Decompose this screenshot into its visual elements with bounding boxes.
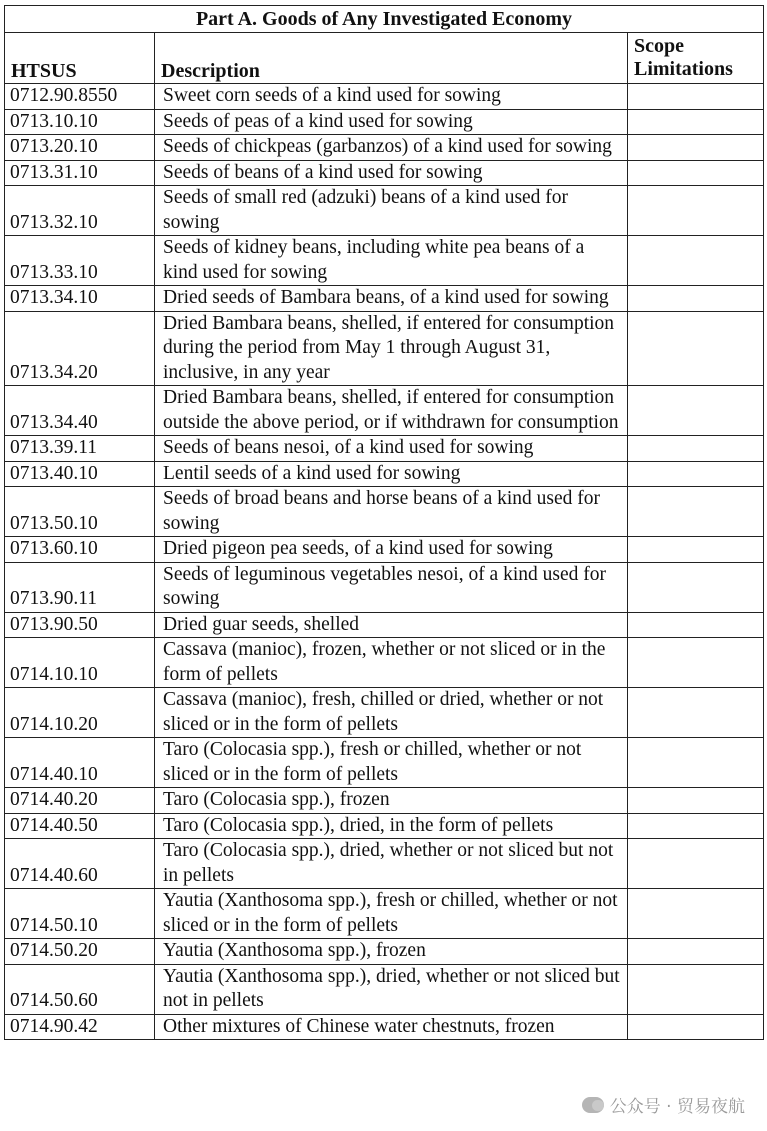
scope-limitations-cell: [628, 109, 764, 135]
table-row: [5, 487, 764, 537]
goods-table: [4, 5, 764, 1040]
htsus-code: 0714.50.60: [5, 964, 155, 1014]
table-row: [5, 964, 764, 1014]
table-row: [5, 688, 764, 738]
description-cell: Seeds of beans nesoi, of a kind used for sowing: [155, 436, 628, 462]
scope-limitations-cell: [628, 537, 764, 563]
scope-limitations-cell: [628, 688, 764, 738]
htsus-code: 0713.20.10: [5, 135, 155, 161]
watermark-text: 公众号 · 贸易夜航: [609, 1097, 745, 1117]
description-cell: Cassava (manioc), frozen, whether or not sliced or in the form of pellets: [155, 638, 628, 688]
description-cell: Dried Bambara beans, shelled, if entered for consumption outside the above period, or if withdrawn for consumption: [155, 386, 628, 436]
table-row: [5, 135, 764, 161]
htsus-code: 0714.10.10: [5, 638, 155, 688]
htsus-code: 0714.40.20: [5, 788, 155, 814]
description-cell: Dried seeds of Bambara beans, of a kind used for sowing: [155, 286, 628, 312]
htsus-code: 0714.40.10: [5, 738, 155, 788]
description-cell: Seeds of small red (adzuki) beans of a kind used for sowing: [155, 186, 628, 236]
header-description: Description: [155, 33, 628, 84]
wechat-icon: [582, 1097, 604, 1113]
description-cell: Other mixtures of Chinese water chestnuts, frozen: [155, 1014, 628, 1040]
htsus-code: 0713.50.10: [5, 487, 155, 537]
htsus-code: 0713.32.10: [5, 186, 155, 236]
description-cell: Dried guar seeds, shelled: [155, 612, 628, 638]
description-cell: Dried Bambara beans, shelled, if entered for consumption during the period from May 1 through August 31, inclusive, in any year: [155, 311, 628, 386]
scope-limitations-cell: [628, 562, 764, 612]
scope-limitations-cell: [628, 386, 764, 436]
scope-limitations-cell: [628, 186, 764, 236]
table-row: [5, 160, 764, 186]
table-row: [5, 1014, 764, 1040]
htsus-code: 0713.90.11: [5, 562, 155, 612]
scope-limitations-cell: [628, 839, 764, 889]
scope-limitations-cell: [628, 964, 764, 1014]
table-row: [5, 537, 764, 563]
table-row: [5, 939, 764, 965]
scope-limitations-cell: [628, 84, 764, 110]
scope-limitations-cell: [628, 487, 764, 537]
htsus-code: 0713.60.10: [5, 537, 155, 563]
description-cell: Sweet corn seeds of a kind used for sowing: [155, 84, 628, 110]
scope-limitations-cell: [628, 612, 764, 638]
htsus-code: 0714.50.10: [5, 889, 155, 939]
scope-limitations-cell: [628, 638, 764, 688]
htsus-code: 0714.40.50: [5, 813, 155, 839]
description-cell: Seeds of broad beans and horse beans of a kind used for sowing: [155, 487, 628, 537]
description-cell: Seeds of beans of a kind used for sowing: [155, 160, 628, 186]
scope-limitations-cell: [628, 286, 764, 312]
scope-limitations-cell: [628, 461, 764, 487]
scope-limitations-cell: [628, 160, 764, 186]
htsus-code: 0713.10.10: [5, 109, 155, 135]
table-row: [5, 562, 764, 612]
description-cell: Taro (Colocasia spp.), fresh or chilled, whether or not sliced or in the form of pellets: [155, 738, 628, 788]
table-row: [5, 186, 764, 236]
description-cell: Seeds of chickpeas (garbanzos) of a kind used for sowing: [155, 135, 628, 161]
description-cell: Yautia (Xanthosoma spp.), fresh or chilled, whether or not sliced or in the form of pellets: [155, 889, 628, 939]
table-row: [5, 236, 764, 286]
description-cell: Taro (Colocasia spp.), dried, whether or not sliced but not in pellets: [155, 839, 628, 889]
table-body: [5, 84, 764, 1040]
description-cell: Seeds of leguminous vegetables nesoi, of a kind used for sowing: [155, 562, 628, 612]
htsus-code: 0713.31.10: [5, 160, 155, 186]
htsus-code: 0713.90.50: [5, 612, 155, 638]
htsus-code: 0713.40.10: [5, 461, 155, 487]
header-row: [5, 33, 764, 84]
htsus-code: 0713.34.10: [5, 286, 155, 312]
scope-limitations-cell: [628, 738, 764, 788]
table-title-row: [5, 6, 764, 33]
table-title: Part A. Goods of Any Investigated Economy: [5, 6, 764, 33]
table-row: [5, 109, 764, 135]
table-row: [5, 813, 764, 839]
htsus-code: 0713.34.20: [5, 311, 155, 386]
description-cell: Yautia (Xanthosoma spp.), frozen: [155, 939, 628, 965]
header-scope-limitations: Scope Limitations: [628, 33, 764, 84]
description-cell: Seeds of kidney beans, including white pea beans of a kind used for sowing: [155, 236, 628, 286]
scope-limitations-cell: [628, 788, 764, 814]
scope-limitations-cell: [628, 889, 764, 939]
table-row: [5, 436, 764, 462]
scope-limitations-cell: [628, 436, 764, 462]
table-row: [5, 612, 764, 638]
table-row: [5, 461, 764, 487]
description-cell: Cassava (manioc), fresh, chilled or dried, whether or not sliced or in the form of pellets: [155, 688, 628, 738]
description-cell: Taro (Colocasia spp.), frozen: [155, 788, 628, 814]
table-row: [5, 638, 764, 688]
table-row: [5, 738, 764, 788]
table-row: [5, 84, 764, 110]
table-row: [5, 889, 764, 939]
scope-limitations-cell: [628, 1014, 764, 1040]
description-cell: Seeds of peas of a kind used for sowing: [155, 109, 628, 135]
description-cell: Taro (Colocasia spp.), dried, in the form of pellets: [155, 813, 628, 839]
htsus-code: 0712.90.8550: [5, 84, 155, 110]
htsus-code: 0713.39.11: [5, 436, 155, 462]
htsus-code: 0713.34.40: [5, 386, 155, 436]
table-row: [5, 386, 764, 436]
table-row: [5, 286, 764, 312]
htsus-code: 0713.33.10: [5, 236, 155, 286]
htsus-code: 0714.10.20: [5, 688, 155, 738]
description-cell: Lentil seeds of a kind used for sowing: [155, 461, 628, 487]
table-row: [5, 311, 764, 386]
table-row: [5, 788, 764, 814]
scope-limitations-cell: [628, 813, 764, 839]
document-page: [4, 5, 763, 1040]
scope-limitations-cell: [628, 135, 764, 161]
htsus-code: 0714.90.42: [5, 1014, 155, 1040]
description-cell: Dried pigeon pea seeds, of a kind used for sowing: [155, 537, 628, 563]
htsus-code: 0714.50.20: [5, 939, 155, 965]
htsus-code: 0714.40.60: [5, 839, 155, 889]
table-row: [5, 839, 764, 889]
scope-limitations-cell: [628, 939, 764, 965]
header-htsus: HTSUS: [5, 33, 155, 84]
scope-limitations-cell: [628, 236, 764, 286]
description-cell: Yautia (Xanthosoma spp.), dried, whether or not sliced but not in pellets: [155, 964, 628, 1014]
scope-limitations-cell: [628, 311, 764, 386]
watermark: [582, 1092, 745, 1117]
